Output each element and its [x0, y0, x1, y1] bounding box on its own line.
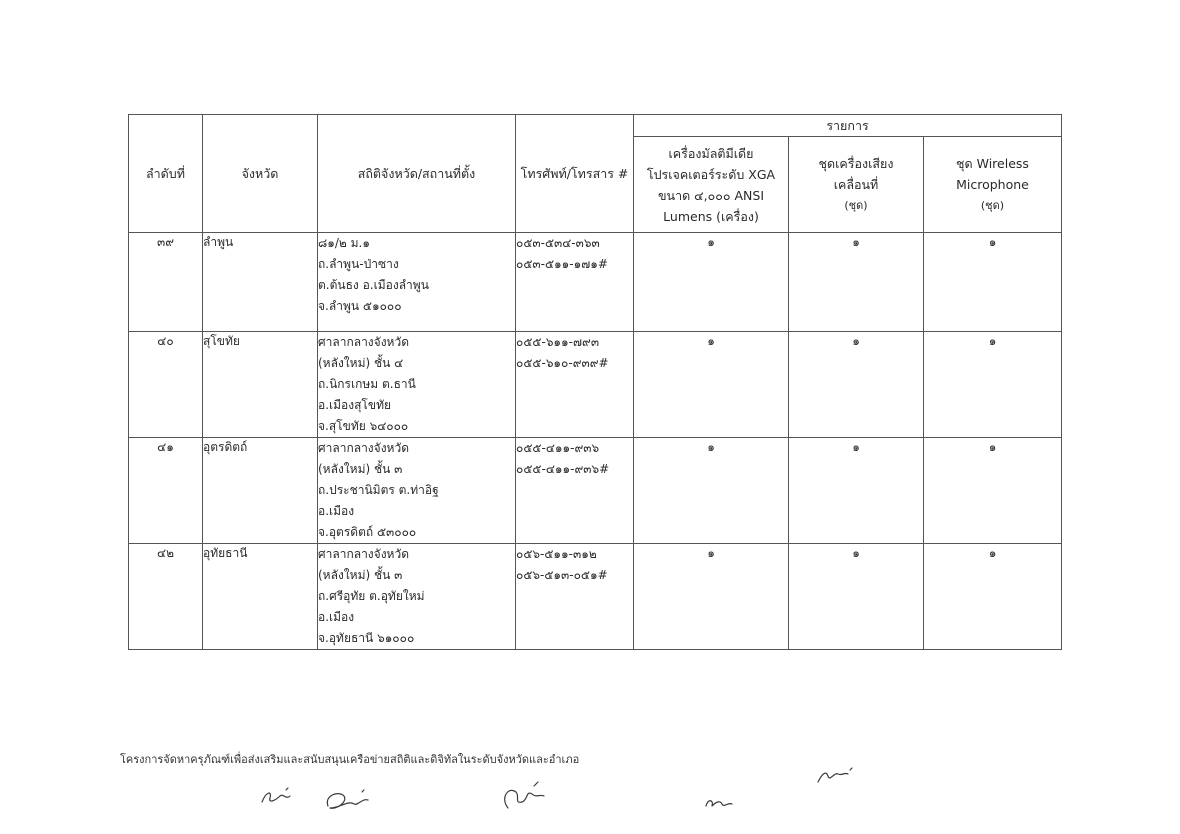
phone-line: ๐๕๕-๔๑๑-๙๓๖	[516, 441, 600, 455]
row-qty-sound: ๑	[789, 332, 924, 438]
header-item3-unit: (ชุด)	[980, 199, 1005, 212]
header-item1-line: ขนาด ๔,๐๐๐ ANSI	[657, 187, 765, 203]
row-phones	[516, 233, 634, 332]
address-line: จ.สุโขทัย ๖๔๐๐๐	[318, 419, 409, 433]
header-item3-line: ชุด Wireless	[956, 156, 1029, 171]
row-qty-projector: ๑	[634, 438, 789, 544]
row-qty-projector: ๑	[634, 332, 789, 438]
header-item2-line: เคลื่อนที่	[833, 177, 879, 192]
row-qty-projector: ๑	[634, 233, 789, 332]
row-address	[318, 544, 516, 650]
fax-line: ๐๕๖-๕๑๓-๐๕๑#	[516, 568, 608, 582]
table-row	[129, 233, 1062, 332]
signature-4	[700, 790, 740, 814]
row-seq: ๔๑	[129, 438, 203, 544]
address-line: อ.เมืองสุโขทัย	[318, 398, 392, 412]
address-line: ถ.นิกรเกษม ต.ธานี	[318, 377, 416, 391]
table-row	[129, 332, 1062, 438]
row-address	[318, 233, 516, 332]
row-qty-mic: ๑	[924, 544, 1062, 650]
address-line: อ.เมือง	[318, 610, 355, 624]
address-line: ต.ต้นธง อ.เมืองลำพูน	[318, 278, 429, 292]
address-line: จ.ลำพูน ๕๑๐๐๐	[318, 299, 402, 313]
row-seq: ๔๐	[129, 332, 203, 438]
row-qty-projector: ๑	[634, 544, 789, 650]
header-item-wireless-mic	[924, 137, 1062, 233]
header-office: สถิติจังหวัด/สถานที่ตั้ง	[318, 115, 516, 233]
equipment-table	[128, 114, 1062, 650]
row-seq: ๔๒	[129, 544, 203, 650]
signature-2	[318, 786, 378, 816]
header-item-sound-system	[789, 137, 924, 233]
project-footer-text: โครงการจัดหาครุภัณฑ์เพื่อส่งเสริมและสนับสนุนเครือข่ายสถิติและดิจิทัลในระดับจังหวัดและอำเภอ	[120, 753, 580, 766]
address-line: ถ.ศรีอุทัย ต.อุทัยใหม่	[318, 589, 425, 603]
row-seq: ๓๙	[129, 233, 203, 332]
header-items-group: รายการ	[634, 115, 1062, 137]
signature-1	[256, 784, 300, 810]
header-item2-unit: (ชุด)	[844, 199, 868, 212]
header-item1-line: โปรเจคเตอร์ระดับ XGA	[646, 166, 776, 182]
row-province: สุโขทัย	[203, 332, 318, 438]
header-item-projector	[634, 137, 789, 233]
header-item3-line: Microphone	[956, 177, 1029, 192]
row-qty-mic: ๑	[924, 438, 1062, 544]
row-address	[318, 332, 516, 438]
phone-line: ๐๕๕-๖๑๑-๗๙๓	[516, 335, 600, 349]
fax-line: ๐๕๕-๖๑๐-๙๓๙#	[516, 356, 609, 370]
signature-3	[494, 778, 554, 818]
address-line: ศาลากลางจังหวัด	[318, 441, 409, 455]
address-line: จ.อุตรดิตถ์ ๕๓๐๐๐	[318, 525, 417, 539]
row-phones	[516, 438, 634, 544]
phone-line: ๐๕๖-๕๑๑-๓๑๒	[516, 547, 597, 561]
address-line: ๘๑/๒ ม.๑	[318, 236, 370, 250]
row-qty-sound: ๑	[789, 233, 924, 332]
fax-line: ๐๕๓-๕๑๑-๑๗๑#	[516, 257, 608, 271]
header-province: จังหวัด	[203, 115, 318, 233]
address-line: (หลังใหม่) ชั้น ๔	[318, 356, 404, 370]
header-item2-line: ชุดเครื่องเสียง	[818, 156, 894, 171]
address-line: (หลังใหม่) ชั้น ๓	[318, 568, 403, 582]
phone-line: ๐๕๓-๕๓๔-๓๖๓	[516, 236, 600, 250]
row-qty-sound: ๑	[789, 438, 924, 544]
header-seq: ลำดับที่	[129, 115, 203, 233]
address-line: จ.อุทัยธานี ๖๑๐๐๐	[318, 631, 415, 645]
table-row	[129, 438, 1062, 544]
row-qty-mic: ๑	[924, 233, 1062, 332]
address-line: (หลังใหม่) ชั้น ๓	[318, 462, 403, 476]
table-row	[129, 544, 1062, 650]
row-qty-sound: ๑	[789, 544, 924, 650]
address-line: ถ.ลำพูน-ป่าซาง	[318, 257, 399, 271]
address-line: ศาลากลางจังหวัด	[318, 547, 409, 561]
row-phones	[516, 544, 634, 650]
header-phone: โทรศัพท์/โทรสาร #	[516, 115, 634, 233]
signature-5	[812, 764, 856, 790]
row-phones	[516, 332, 634, 438]
row-province: ลำพูน	[203, 233, 318, 332]
address-line: ศาลากลางจังหวัด	[318, 335, 409, 349]
row-province: อุทัยธานี	[203, 544, 318, 650]
header-item1-line: เครื่องมัลติมีเดีย	[668, 145, 754, 161]
row-province: อุตรดิตถ์	[203, 438, 318, 544]
row-address	[318, 438, 516, 544]
address-line: อ.เมือง	[318, 504, 355, 518]
header-item1-line: Lumens (เครื่อง)	[663, 208, 759, 224]
row-qty-mic: ๑	[924, 332, 1062, 438]
address-line: ถ.ประชานิมิตร ต.ท่าอิฐ	[318, 483, 439, 497]
fax-line: ๐๕๕-๔๑๑-๙๓๖#	[516, 462, 610, 476]
